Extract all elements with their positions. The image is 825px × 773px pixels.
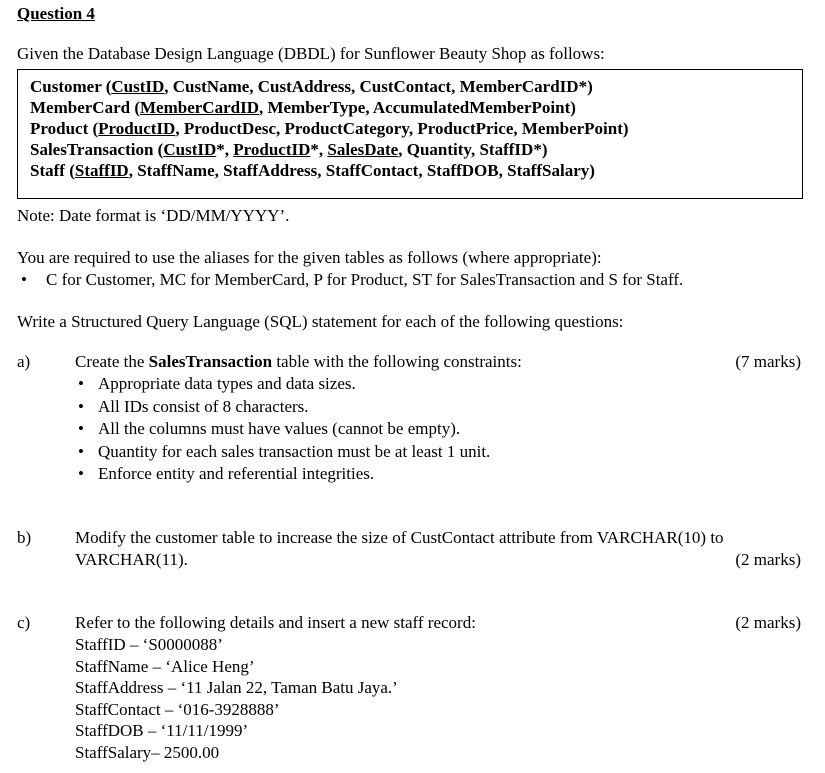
alias-list: C for Customer, MC for MemberCard, P for Product, ST for SalesTransaction and S for Staff. xyxy=(46,270,684,289)
dbdl-field: ProductID xyxy=(233,140,311,159)
question-c-marks: (2 marks) xyxy=(735,613,801,632)
dbdl-field: StaffDOB xyxy=(426,161,499,180)
constraint-item: All IDs consist of 8 characters. xyxy=(98,396,309,416)
dbdl-field: MemberCardID xyxy=(140,98,259,117)
bullet-icon: • xyxy=(78,396,84,416)
dbdl-line: Product (ProductID, ProductDesc, ProductCategory, ProductPrice, MemberPoint) xyxy=(30,119,629,138)
bullet-icon: • xyxy=(78,441,84,461)
bullet-icon: • xyxy=(78,374,84,393)
question-a-label: a) xyxy=(17,352,31,371)
question-c-label: c) xyxy=(17,613,31,632)
dbdl-box xyxy=(17,69,803,199)
dbdl-field: Quantity xyxy=(406,140,471,159)
dbdl-field: CustName xyxy=(172,77,250,96)
staff-detail-line: StaffID – ‘S0000088’ xyxy=(75,635,223,654)
question-c-text: Refer to the following details and insert a new staff record: xyxy=(75,613,476,632)
question-b-line2: VARCHAR(11). xyxy=(75,550,188,569)
staff-detail-line: StaffAddress – ‘11 Jalan 22, Taman Batu Jaya.’ xyxy=(75,678,398,697)
dbdl-table-name: SalesTransaction xyxy=(30,140,154,159)
dbdl-field: StaffName xyxy=(137,161,215,180)
dbdl-field: StaffAddress xyxy=(223,161,318,180)
dbdl-field: StaffID xyxy=(479,140,534,159)
staff-detail-line: StaffName – ‘Alice Heng’ xyxy=(75,656,255,676)
staff-detail-line: StaffContact – ‘016-3928888’ xyxy=(75,699,280,719)
dbdl-field: CustAddress xyxy=(257,77,351,96)
question-a-table-name: SalesTransaction xyxy=(148,352,273,371)
question-b-line1: Modify the customer table to increase the size of CustContact attribute from VARCHAR(10) to xyxy=(75,528,724,547)
alias-intro: You are required to use the aliases for the given tables as follows (where appropriate): xyxy=(17,248,602,267)
dbdl-table-name: Product xyxy=(30,119,89,138)
dbdl-line: SalesTransaction (CustID*, ProductID*, SalesDate, Quantity, StaffID*) xyxy=(30,140,548,159)
constraint-item: Enforce entity and referential integrities. xyxy=(98,464,375,483)
bullet-icon: • xyxy=(78,419,84,438)
dbdl-field: CustID xyxy=(111,77,165,96)
question-b-label: b) xyxy=(17,528,32,547)
dbdl-field: ProductPrice xyxy=(417,119,514,138)
dbdl-field: StaffID xyxy=(74,161,129,180)
dbdl-line: Customer (CustID, CustName, CustAddress, CustContact, MemberCardID*) xyxy=(30,77,593,96)
dbdl-field: MemberPoint xyxy=(521,119,623,138)
dbdl-table-name: Customer xyxy=(30,77,102,96)
constraint-item: Quantity for each sales transaction must be at least 1 unit. xyxy=(98,441,491,461)
dbdl-field: StaffSalary xyxy=(507,161,590,180)
dbdl-table-name: Staff xyxy=(30,161,65,180)
dbdl-field: CustContact xyxy=(359,77,452,96)
date-format-note: Note: Date format is ‘DD/MM/YYYY’. xyxy=(17,206,290,225)
instruction-text: Write a Structured Query Language (SQL) statement for each of the following questions: xyxy=(17,312,624,331)
question-a-marks: (7 marks) xyxy=(735,352,801,371)
intro-text: Given the Database Design Language (DBDL) for Sunflower Beauty Shop as follows: xyxy=(17,44,605,63)
alias-bullet: • xyxy=(21,270,27,289)
dbdl-field: SalesDate xyxy=(327,140,399,159)
bullet-icon: • xyxy=(78,464,84,483)
staff-detail-line: StaffSalary– 2500.00 xyxy=(75,742,220,762)
dbdl-line: MemberCard (MemberCardID, MemberType, AccumulatedMemberPoint) xyxy=(30,98,576,117)
staff-detail-line: StaffDOB – ‘11/11/1999’ xyxy=(75,721,249,740)
question-b-marks: (2 marks) xyxy=(735,550,801,569)
constraint-item: Appropriate data types and data sizes. xyxy=(98,374,356,393)
dbdl-field: ProductID xyxy=(98,119,176,138)
constraint-item: All the columns must have values (cannot be empty). xyxy=(98,419,461,438)
dbdl-field: ProductDesc xyxy=(183,119,277,138)
dbdl-table-name: MemberCard xyxy=(30,98,131,117)
question-title: Question 4 xyxy=(17,4,95,23)
dbdl-field: StaffContact xyxy=(325,161,419,180)
dbdl-field: ProductCategory xyxy=(284,119,409,138)
dbdl-field: AccumulatedMemberPoint xyxy=(372,98,571,117)
dbdl-field: CustID xyxy=(163,140,217,159)
dbdl-line: Staff (StaffID, StaffName, StaffAddress, StaffContact, StaffDOB, StaffSalary) xyxy=(30,161,595,180)
dbdl-field: MemberCardID xyxy=(459,77,579,96)
question-a-text: Create the SalesTransaction table with the following constraints: xyxy=(75,352,522,371)
dbdl-field: MemberType xyxy=(267,98,366,117)
